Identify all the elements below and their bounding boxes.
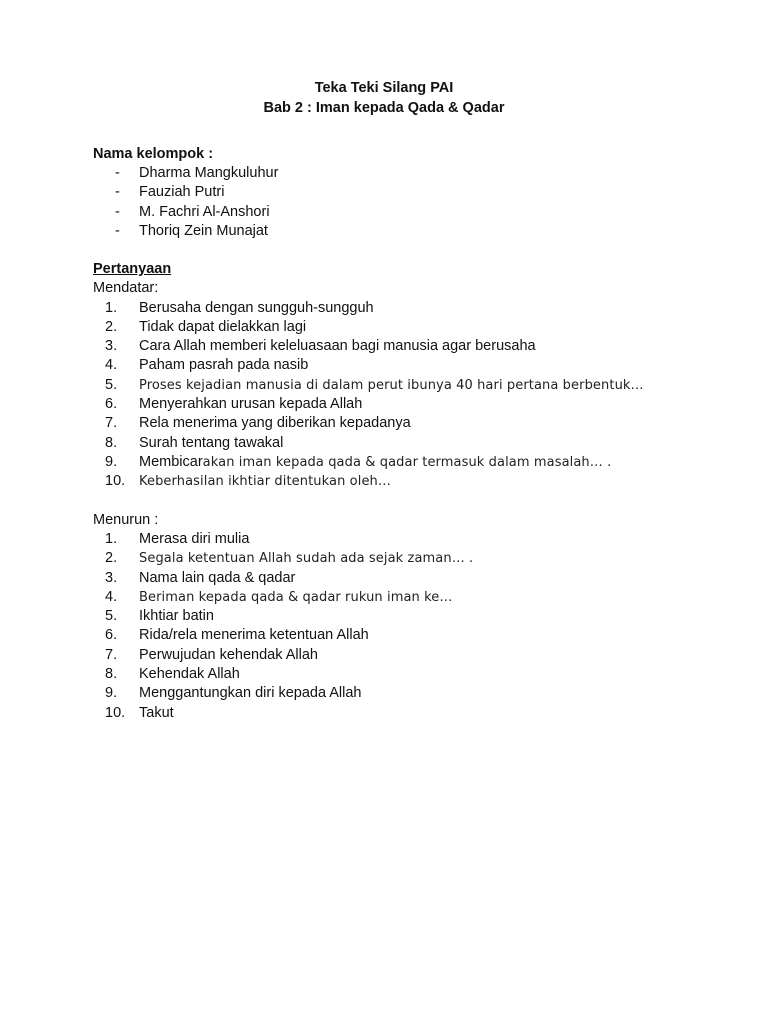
member-name: Thoriq Zein Munajat <box>139 222 268 239</box>
item-number: 2. <box>105 550 118 567</box>
dash-marker: - <box>115 222 120 239</box>
item-text: Paham pasrah pada nasib <box>139 357 309 374</box>
dash-marker: - <box>115 184 120 201</box>
item-number: 3. <box>105 569 118 586</box>
item-text: Ikhtiar batin <box>139 608 214 625</box>
dash-marker: - <box>115 165 120 181</box>
item-number: 8. <box>105 666 118 683</box>
item-number: 4. <box>105 588 118 605</box>
member-name: Fauziah Putri <box>139 184 225 201</box>
item-text: Rela menerima yang diberikan kepadanya <box>139 415 411 432</box>
item-text: Surah tentang tawakal <box>139 434 284 451</box>
item-number: 10. <box>105 704 126 721</box>
item-text: Proses kejadian manusia di dalam perut ibunya 40 hari pertana berbentuk… <box>139 377 644 393</box>
item-number: 7. <box>105 646 118 663</box>
item-number: 6. <box>105 627 118 644</box>
item-number: 1. <box>105 531 118 547</box>
item-number: 5. <box>105 376 118 393</box>
item-text: Menyerahkan urusan kepada Allah <box>139 395 363 412</box>
item-number: 9. <box>105 685 118 702</box>
item-number: 8. <box>105 434 118 451</box>
mendatar-label: Mendatar: <box>93 280 159 296</box>
item-number: 1. <box>105 299 118 316</box>
item-number: 3. <box>105 338 118 355</box>
item-text: Beriman kepada qada & qadar rukun iman ke… <box>139 589 453 605</box>
item-number: 5. <box>105 608 118 625</box>
item-text-part: akan iman kepada qada & qadar termasuk dalam masalah… . <box>202 454 612 470</box>
group-label: Nama kelompok : <box>93 146 214 162</box>
item-text: Keberhasilan ikhtiar ditentukan oleh… <box>139 474 391 490</box>
title-block <box>0 79 768 118</box>
document-title: Teka Teki Silang PAI <box>314 80 454 96</box>
item-number: 7. <box>105 415 118 432</box>
item-text <box>139 453 611 472</box>
item-number: 4. <box>105 357 118 374</box>
member-name: M. Fachri Al-Anshori <box>139 203 270 220</box>
item-text: Nama lain qada & qadar <box>139 569 296 586</box>
item-text: Takut <box>139 704 174 721</box>
item-number: 10. <box>105 473 126 490</box>
item-text-part: Membicar <box>139 453 203 470</box>
dash-marker: - <box>115 203 120 220</box>
item-text: Perwujudan kehendak Allah <box>139 646 318 663</box>
document-subtitle: Bab 2 : Iman kepada Qada & Qadar <box>263 99 505 116</box>
item-text: Tidak dapat dielakkan lagi <box>139 318 307 335</box>
item-text: Menggantungkan diri kepada Allah <box>139 685 362 702</box>
item-number: 6. <box>105 395 118 412</box>
item-text: Cara Allah memberi keleluasaan bagi manusia agar berusaha <box>139 338 536 355</box>
item-text: Kehendak Allah <box>139 666 240 683</box>
item-text: Merasa diri mulia <box>139 531 250 547</box>
item-number: 9. <box>105 453 118 470</box>
menurun-label: Menurun : <box>93 512 159 528</box>
item-text: Rida/rela menerima ketentuan Allah <box>139 627 369 644</box>
item-text: Segala ketentuan Allah sudah ada sejak zaman… . <box>139 551 474 567</box>
item-text: Berusaha dengan sungguh-sungguh <box>139 299 374 316</box>
item-number: 2. <box>105 318 118 335</box>
questions-heading: Pertanyaan <box>93 261 172 277</box>
member-name: Dharma Mangkuluhur <box>139 165 279 181</box>
